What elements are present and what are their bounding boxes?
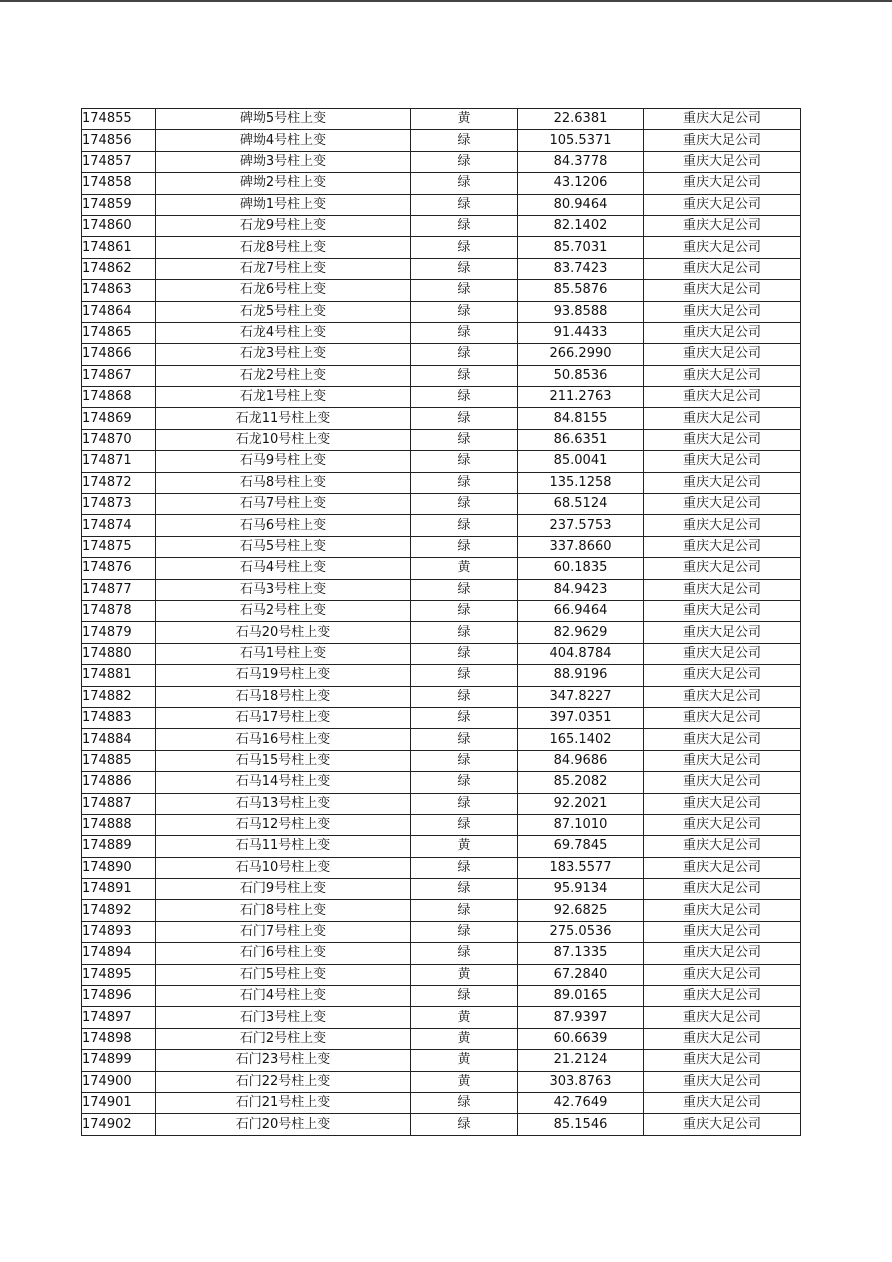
cell-id: 174878 <box>82 600 156 621</box>
cell-value: 85.5876 <box>518 280 644 301</box>
cell-value: 93.8588 <box>518 301 644 322</box>
cell-id: 174874 <box>82 515 156 536</box>
cell-status: 黄 <box>411 1028 518 1049</box>
cell-name: 石马14号柱上变 <box>156 772 411 793</box>
cell-name: 石门6号柱上变 <box>156 943 411 964</box>
cell-value: 86.6351 <box>518 429 644 450</box>
cell-name: 碑坳2号柱上变 <box>156 173 411 194</box>
cell-company: 重庆大足公司 <box>644 472 801 493</box>
cell-id: 174888 <box>82 814 156 835</box>
cell-status: 绿 <box>411 472 518 493</box>
cell-id: 174865 <box>82 322 156 343</box>
cell-status: 绿 <box>411 579 518 600</box>
cell-name: 石门7号柱上变 <box>156 921 411 942</box>
table-row <box>82 130 801 151</box>
cell-company: 重庆大足公司 <box>644 258 801 279</box>
cell-company: 重庆大足公司 <box>644 301 801 322</box>
table-row <box>82 344 801 365</box>
table-row <box>82 536 801 557</box>
cell-status: 绿 <box>411 879 518 900</box>
cell-name: 石马18号柱上变 <box>156 686 411 707</box>
cell-company: 重庆大足公司 <box>644 986 801 1007</box>
cell-name: 石马13号柱上变 <box>156 793 411 814</box>
cell-value: 165.1402 <box>518 729 644 750</box>
cell-status: 绿 <box>411 237 518 258</box>
cell-company: 重庆大足公司 <box>644 130 801 151</box>
cell-value: 91.4433 <box>518 322 644 343</box>
table-row <box>82 665 801 686</box>
table-row <box>82 900 801 921</box>
table-row <box>82 109 801 130</box>
cell-name: 石马7号柱上变 <box>156 494 411 515</box>
cell-value: 84.9686 <box>518 750 644 771</box>
cell-id: 174900 <box>82 1071 156 1092</box>
cell-status: 绿 <box>411 750 518 771</box>
cell-status: 绿 <box>411 215 518 236</box>
cell-id: 174882 <box>82 686 156 707</box>
cell-id: 174881 <box>82 665 156 686</box>
cell-company: 重庆大足公司 <box>644 793 801 814</box>
cell-company: 重庆大足公司 <box>644 322 801 343</box>
cell-value: 105.5371 <box>518 130 644 151</box>
cell-status: 黄 <box>411 1050 518 1071</box>
cell-name: 石龙4号柱上变 <box>156 322 411 343</box>
cell-id: 174872 <box>82 472 156 493</box>
cell-company: 重庆大足公司 <box>644 665 801 686</box>
cell-company: 重庆大足公司 <box>644 622 801 643</box>
cell-status: 绿 <box>411 900 518 921</box>
cell-name: 石门23号柱上变 <box>156 1050 411 1071</box>
cell-value: 404.8784 <box>518 643 644 664</box>
cell-id: 174860 <box>82 215 156 236</box>
cell-value: 50.8536 <box>518 365 644 386</box>
cell-id: 174868 <box>82 387 156 408</box>
cell-name: 石马11号柱上变 <box>156 836 411 857</box>
cell-name: 石门22号柱上变 <box>156 1071 411 1092</box>
table-row <box>82 986 801 1007</box>
cell-status: 绿 <box>411 301 518 322</box>
table-row <box>82 1028 801 1049</box>
cell-company: 重庆大足公司 <box>644 237 801 258</box>
cell-name: 石龙11号柱上变 <box>156 408 411 429</box>
page-top-border <box>0 0 892 2</box>
cell-value: 84.3778 <box>518 151 644 172</box>
cell-name: 石马2号柱上变 <box>156 600 411 621</box>
table-row <box>82 600 801 621</box>
cell-value: 92.6825 <box>518 900 644 921</box>
cell-company: 重庆大足公司 <box>644 1071 801 1092</box>
cell-company: 重庆大足公司 <box>644 387 801 408</box>
cell-id: 174883 <box>82 707 156 728</box>
cell-value: 85.7031 <box>518 237 644 258</box>
cell-company: 重庆大足公司 <box>644 280 801 301</box>
cell-value: 85.0041 <box>518 451 644 472</box>
cell-value: 66.9464 <box>518 600 644 621</box>
cell-name: 石龙5号柱上变 <box>156 301 411 322</box>
cell-value: 80.9464 <box>518 194 644 215</box>
cell-status: 黄 <box>411 836 518 857</box>
cell-status: 绿 <box>411 772 518 793</box>
cell-value: 92.2021 <box>518 793 644 814</box>
cell-name: 石马17号柱上变 <box>156 707 411 728</box>
cell-value: 85.1546 <box>518 1114 644 1135</box>
cell-company: 重庆大足公司 <box>644 194 801 215</box>
cell-status: 绿 <box>411 130 518 151</box>
cell-company: 重庆大足公司 <box>644 408 801 429</box>
cell-status: 绿 <box>411 173 518 194</box>
table-row <box>82 750 801 771</box>
cell-name: 石马19号柱上变 <box>156 665 411 686</box>
table-row <box>82 857 801 878</box>
table-row <box>82 451 801 472</box>
cell-company: 重庆大足公司 <box>644 215 801 236</box>
cell-value: 211.2763 <box>518 387 644 408</box>
cell-status: 黄 <box>411 1071 518 1092</box>
cell-id: 174898 <box>82 1028 156 1049</box>
cell-status: 绿 <box>411 622 518 643</box>
table-row <box>82 301 801 322</box>
table-row <box>82 836 801 857</box>
cell-value: 266.2990 <box>518 344 644 365</box>
cell-value: 95.9134 <box>518 879 644 900</box>
cell-name: 石龙7号柱上变 <box>156 258 411 279</box>
cell-company: 重庆大足公司 <box>644 579 801 600</box>
table-row <box>82 151 801 172</box>
cell-value: 67.2840 <box>518 964 644 985</box>
cell-company: 重庆大足公司 <box>644 429 801 450</box>
cell-name: 碑坳4号柱上变 <box>156 130 411 151</box>
table-row <box>82 173 801 194</box>
cell-value: 84.9423 <box>518 579 644 600</box>
cell-status: 绿 <box>411 494 518 515</box>
cell-company: 重庆大足公司 <box>644 707 801 728</box>
table-row <box>82 879 801 900</box>
cell-status: 绿 <box>411 365 518 386</box>
cell-id: 174897 <box>82 1007 156 1028</box>
cell-status: 绿 <box>411 429 518 450</box>
cell-status: 绿 <box>411 686 518 707</box>
cell-company: 重庆大足公司 <box>644 643 801 664</box>
cell-value: 87.1335 <box>518 943 644 964</box>
cell-company: 重庆大足公司 <box>644 1050 801 1071</box>
cell-company: 重庆大足公司 <box>644 151 801 172</box>
cell-name: 石门4号柱上变 <box>156 986 411 1007</box>
cell-status: 绿 <box>411 451 518 472</box>
cell-id: 174899 <box>82 1050 156 1071</box>
table-row <box>82 622 801 643</box>
cell-company: 重庆大足公司 <box>644 451 801 472</box>
table-row <box>82 964 801 985</box>
cell-name: 石马15号柱上变 <box>156 750 411 771</box>
cell-name: 石龙6号柱上变 <box>156 280 411 301</box>
cell-id: 174879 <box>82 622 156 643</box>
table-row <box>82 515 801 536</box>
table-row <box>82 707 801 728</box>
cell-name: 石马9号柱上变 <box>156 451 411 472</box>
cell-company: 重庆大足公司 <box>644 836 801 857</box>
cell-status: 绿 <box>411 643 518 664</box>
table-row <box>82 1092 801 1113</box>
table-row <box>82 558 801 579</box>
cell-id: 174885 <box>82 750 156 771</box>
cell-status: 黄 <box>411 964 518 985</box>
cell-id: 174863 <box>82 280 156 301</box>
cell-id: 174877 <box>82 579 156 600</box>
cell-status: 黄 <box>411 109 518 130</box>
cell-id: 174861 <box>82 237 156 258</box>
cell-company: 重庆大足公司 <box>644 1114 801 1135</box>
cell-name: 石马1号柱上变 <box>156 643 411 664</box>
cell-name: 石龙1号柱上变 <box>156 387 411 408</box>
cell-company: 重庆大足公司 <box>644 879 801 900</box>
cell-name: 石门2号柱上变 <box>156 1028 411 1049</box>
cell-value: 21.2124 <box>518 1050 644 1071</box>
cell-status: 黄 <box>411 1007 518 1028</box>
cell-company: 重庆大足公司 <box>644 600 801 621</box>
cell-value: 85.2082 <box>518 772 644 793</box>
table-row <box>82 729 801 750</box>
cell-status: 绿 <box>411 814 518 835</box>
cell-id: 174870 <box>82 429 156 450</box>
table-row <box>82 1007 801 1028</box>
table-row <box>82 921 801 942</box>
cell-value: 69.7845 <box>518 836 644 857</box>
cell-status: 绿 <box>411 387 518 408</box>
cell-status: 绿 <box>411 1114 518 1135</box>
cell-name: 石马8号柱上变 <box>156 472 411 493</box>
table-row <box>82 387 801 408</box>
cell-value: 347.8227 <box>518 686 644 707</box>
cell-name: 石马10号柱上变 <box>156 857 411 878</box>
cell-status: 绿 <box>411 857 518 878</box>
cell-value: 237.5753 <box>518 515 644 536</box>
cell-name: 石龙9号柱上变 <box>156 215 411 236</box>
cell-id: 174855 <box>82 109 156 130</box>
cell-value: 60.1835 <box>518 558 644 579</box>
cell-status: 绿 <box>411 665 518 686</box>
cell-status: 黄 <box>411 558 518 579</box>
cell-status: 绿 <box>411 280 518 301</box>
cell-id: 174858 <box>82 173 156 194</box>
table-row <box>82 429 801 450</box>
cell-value: 87.9397 <box>518 1007 644 1028</box>
cell-status: 绿 <box>411 921 518 942</box>
cell-company: 重庆大足公司 <box>644 857 801 878</box>
cell-value: 337.8660 <box>518 536 644 557</box>
cell-id: 174886 <box>82 772 156 793</box>
cell-company: 重庆大足公司 <box>644 814 801 835</box>
cell-company: 重庆大足公司 <box>644 536 801 557</box>
table-row <box>82 494 801 515</box>
cell-name: 碑坳5号柱上变 <box>156 109 411 130</box>
cell-id: 174894 <box>82 943 156 964</box>
table-row <box>82 1071 801 1092</box>
cell-company: 重庆大足公司 <box>644 344 801 365</box>
cell-id: 174880 <box>82 643 156 664</box>
cell-status: 绿 <box>411 600 518 621</box>
cell-value: 87.1010 <box>518 814 644 835</box>
cell-id: 174896 <box>82 986 156 1007</box>
cell-status: 绿 <box>411 151 518 172</box>
table-row <box>82 1050 801 1071</box>
cell-value: 68.5124 <box>518 494 644 515</box>
cell-status: 绿 <box>411 1092 518 1113</box>
cell-name: 石马5号柱上变 <box>156 536 411 557</box>
cell-value: 84.8155 <box>518 408 644 429</box>
cell-value: 397.0351 <box>518 707 644 728</box>
table-row <box>82 322 801 343</box>
cell-company: 重庆大足公司 <box>644 1028 801 1049</box>
cell-status: 绿 <box>411 344 518 365</box>
table-body <box>82 109 801 1136</box>
cell-name: 石马20号柱上变 <box>156 622 411 643</box>
cell-status: 绿 <box>411 793 518 814</box>
cell-id: 174864 <box>82 301 156 322</box>
table-row <box>82 943 801 964</box>
table-row <box>82 643 801 664</box>
cell-name: 石龙3号柱上变 <box>156 344 411 365</box>
cell-id: 174891 <box>82 879 156 900</box>
cell-company: 重庆大足公司 <box>644 943 801 964</box>
table-row <box>82 1114 801 1135</box>
cell-id: 174901 <box>82 1092 156 1113</box>
cell-id: 174867 <box>82 365 156 386</box>
cell-id: 174857 <box>82 151 156 172</box>
table-row <box>82 579 801 600</box>
cell-value: 82.9629 <box>518 622 644 643</box>
cell-value: 89.0165 <box>518 986 644 1007</box>
table-row <box>82 258 801 279</box>
cell-id: 174869 <box>82 408 156 429</box>
cell-name: 石马12号柱上变 <box>156 814 411 835</box>
table-row <box>82 237 801 258</box>
table-row <box>82 686 801 707</box>
cell-name: 石马16号柱上变 <box>156 729 411 750</box>
cell-company: 重庆大足公司 <box>644 686 801 707</box>
cell-value: 82.1402 <box>518 215 644 236</box>
cell-value: 88.9196 <box>518 665 644 686</box>
cell-company: 重庆大足公司 <box>644 515 801 536</box>
cell-company: 重庆大足公司 <box>644 921 801 942</box>
cell-id: 174884 <box>82 729 156 750</box>
cell-name: 石门3号柱上变 <box>156 1007 411 1028</box>
cell-name: 石门8号柱上变 <box>156 900 411 921</box>
cell-id: 174890 <box>82 857 156 878</box>
cell-value: 135.1258 <box>518 472 644 493</box>
cell-name: 石马3号柱上变 <box>156 579 411 600</box>
cell-name: 石龙8号柱上变 <box>156 237 411 258</box>
cell-value: 303.8763 <box>518 1071 644 1092</box>
cell-value: 83.7423 <box>518 258 644 279</box>
cell-value: 275.0536 <box>518 921 644 942</box>
cell-id: 174892 <box>82 900 156 921</box>
cell-id: 174859 <box>82 194 156 215</box>
cell-name: 石门5号柱上变 <box>156 964 411 985</box>
cell-name: 石马4号柱上变 <box>156 558 411 579</box>
cell-id: 174902 <box>82 1114 156 1135</box>
cell-status: 绿 <box>411 194 518 215</box>
cell-value: 60.6639 <box>518 1028 644 1049</box>
cell-id: 174866 <box>82 344 156 365</box>
cell-status: 绿 <box>411 408 518 429</box>
cell-status: 绿 <box>411 707 518 728</box>
cell-id: 174876 <box>82 558 156 579</box>
cell-company: 重庆大足公司 <box>644 772 801 793</box>
cell-status: 绿 <box>411 322 518 343</box>
cell-name: 石龙2号柱上变 <box>156 365 411 386</box>
cell-name: 碑坳3号柱上变 <box>156 151 411 172</box>
cell-company: 重庆大足公司 <box>644 173 801 194</box>
cell-company: 重庆大足公司 <box>644 900 801 921</box>
cell-value: 183.5577 <box>518 857 644 878</box>
table-row <box>82 814 801 835</box>
table-row <box>82 194 801 215</box>
cell-status: 绿 <box>411 986 518 1007</box>
table-row <box>82 408 801 429</box>
cell-name: 石门20号柱上变 <box>156 1114 411 1135</box>
cell-company: 重庆大足公司 <box>644 558 801 579</box>
cell-id: 174873 <box>82 494 156 515</box>
table-row <box>82 280 801 301</box>
cell-status: 绿 <box>411 258 518 279</box>
cell-id: 174887 <box>82 793 156 814</box>
cell-company: 重庆大足公司 <box>644 494 801 515</box>
cell-company: 重庆大足公司 <box>644 365 801 386</box>
table-row <box>82 793 801 814</box>
cell-id: 174893 <box>82 921 156 942</box>
table-row <box>82 365 801 386</box>
cell-id: 174862 <box>82 258 156 279</box>
cell-id: 174856 <box>82 130 156 151</box>
cell-company: 重庆大足公司 <box>644 109 801 130</box>
cell-status: 绿 <box>411 943 518 964</box>
cell-name: 碑坳1号柱上变 <box>156 194 411 215</box>
cell-id: 174871 <box>82 451 156 472</box>
table-row <box>82 472 801 493</box>
cell-name: 石门9号柱上变 <box>156 879 411 900</box>
cell-id: 174889 <box>82 836 156 857</box>
data-table <box>81 108 801 1136</box>
cell-company: 重庆大足公司 <box>644 729 801 750</box>
table-row <box>82 215 801 236</box>
cell-id: 174895 <box>82 964 156 985</box>
cell-value: 22.6381 <box>518 109 644 130</box>
cell-value: 43.1206 <box>518 173 644 194</box>
cell-id: 174875 <box>82 536 156 557</box>
table-row <box>82 772 801 793</box>
cell-company: 重庆大足公司 <box>644 750 801 771</box>
cell-status: 绿 <box>411 515 518 536</box>
cell-company: 重庆大足公司 <box>644 1092 801 1113</box>
cell-name: 石马6号柱上变 <box>156 515 411 536</box>
cell-name: 石门21号柱上变 <box>156 1092 411 1113</box>
cell-company: 重庆大足公司 <box>644 964 801 985</box>
cell-name: 石龙10号柱上变 <box>156 429 411 450</box>
cell-status: 绿 <box>411 729 518 750</box>
cell-status: 绿 <box>411 536 518 557</box>
cell-value: 42.7649 <box>518 1092 644 1113</box>
cell-company: 重庆大足公司 <box>644 1007 801 1028</box>
